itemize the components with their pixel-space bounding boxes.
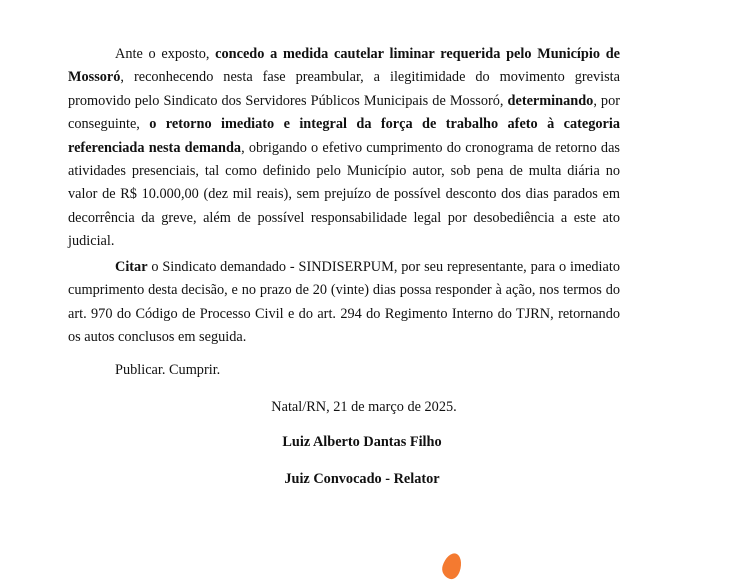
- bold-citar: Citar: [115, 259, 148, 275]
- date-line: Natal/RN, 21 de março de 2025.: [271, 399, 457, 415]
- bold-determination: determinando: [507, 92, 594, 109]
- paragraph-text: o Sindicato demandado - SINDISERPUM, por seu representante, para o imediato cumprimento desta decisão, e no prazo de 20 (vinte) dias possa responder à ação, nos termos do art. 970 do Código de Processo Civil e do art. 294 do Regimento Interno do TJRN, retornando os autos conclusos em seguida.: [68, 259, 620, 346]
- decision-paragraph: [68, 43, 620, 254]
- paragraph-text: Ante o exposto,: [115, 46, 216, 62]
- signer-role: Juiz Convocado - Relator: [284, 471, 440, 487]
- paragraph-text: , reconhecendo nesta fase preambular, a ilegitimidade do movimento grevista promovido pelo Sindicato dos Servidores Públicos Municipais de Mossoró,: [68, 69, 620, 109]
- citation-paragraph: [68, 256, 620, 350]
- orange-mark: [439, 551, 464, 581]
- publish-line: Publicar. Cumprir.: [115, 362, 221, 378]
- bold-return-order: o retorno imediato e integral da força de trabalho afeto à categoria referenciada nesta demanda: [68, 116, 621, 156]
- paragraph-text: , por conseguinte,: [68, 92, 620, 133]
- paragraph-text: , obrigando o efetivo cumprimento do cronograma de retorno das atividades presenciais, tal como definido pelo Município autor, sob pena de multa diária no valor de R$ 10.000,00 (dez mil reais), sem prejuízo de possível desconto dos dias parados em decorrência da greve, além de possível responsabilidade legal por desobediência a este ato judicial.: [68, 139, 620, 250]
- signer-name: Luiz Alberto Dantas Filho: [282, 434, 442, 450]
- bold-ruling: concedo a medida cautelar liminar requerida pelo Município de Mossoró: [68, 46, 620, 86]
